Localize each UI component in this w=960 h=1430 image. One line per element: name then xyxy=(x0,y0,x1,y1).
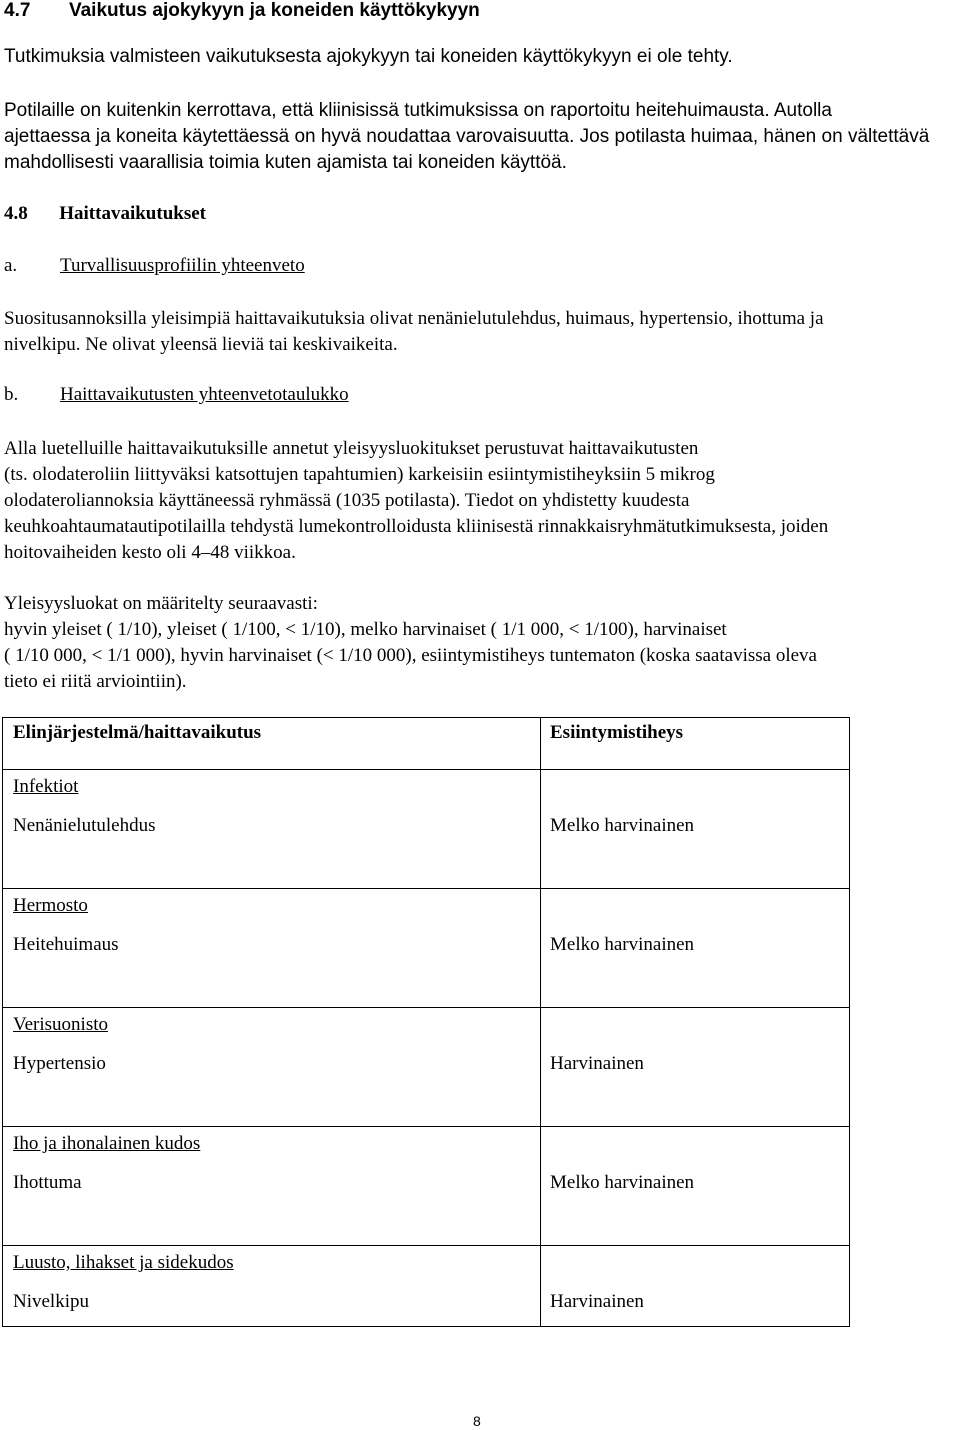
table-frequency-value: Melko harvinainen xyxy=(550,815,695,836)
frequency-definitions xyxy=(4,591,817,695)
section-4-8-number: 4.8 xyxy=(4,203,28,224)
para-b-line: hoitovaiheiden kesto oli 4–48 viikkoa. xyxy=(4,542,296,563)
freq-line: Yleisyysluokat on määritelty seuraavasti: xyxy=(4,593,318,614)
page-number: 8 xyxy=(473,1413,481,1429)
para2-line: ajettaessa ja koneita käytettäessä on hyvä noudattaa varovaisuutta. Jos potilasta huimaa, hänen on vältettävä xyxy=(4,126,930,147)
row-divider xyxy=(3,1126,849,1127)
column-divider xyxy=(540,718,541,1326)
table-organ-class: Infektiot xyxy=(13,776,79,797)
section-4-7-para1: Tutkimuksia valmisteen vaikutuksesta ajokykyyn tai koneiden käyttökykyyn ei ole tehty. xyxy=(4,46,733,67)
para-b-line: olodateroliannoksia käyttäneessä ryhmässä (1035 potilasta). Tiedot on yhdistetty kuudesta xyxy=(4,490,690,511)
section-4-7-para2 xyxy=(4,98,929,176)
row-divider xyxy=(3,888,849,889)
subsection-b-heading xyxy=(4,384,18,406)
table-frequency-value: Harvinainen xyxy=(550,1291,644,1312)
table-header-organ-class: Elinjärjestelmä/haittavaikutus xyxy=(13,722,262,743)
para-b-line: keuhkoahtaumatautipotilailla tehdystä lumekontrolloidusta kliinisestä rinnakkaisryhmätutkimuksesta, joiden xyxy=(4,516,829,537)
table-organ-class: Verisuonisto xyxy=(13,1014,108,1035)
subsection-a-title: Turvallisuusprofiilin yhteenveto xyxy=(60,255,305,276)
para2-line: mahdollisesti vaarallisia toimia kuten ajamista tai koneiden käyttöä. xyxy=(4,152,567,173)
table-adverse-effect: Nivelkipu xyxy=(13,1291,89,1312)
para-b-line: (ts. olodateroliin liittyväksi katsottujen tapahtumien) karkeisiin esiintymistiheyksiin 5 mikrog xyxy=(4,464,715,485)
table-adverse-effect: Heitehuimaus xyxy=(13,934,119,955)
table-header-frequency: Esiintymistiheys xyxy=(550,722,684,743)
row-divider xyxy=(3,1007,849,1008)
table-organ-class: Luusto, lihakset ja sidekudos xyxy=(13,1252,234,1273)
section-4-8-title: Haittavaikutukset xyxy=(59,203,206,224)
para-a-line: nivelkipu. Ne olivat yleensä lieviä tai keskivaikeita. xyxy=(4,334,398,355)
section-4-7-title: Vaikutus ajokykyyn ja koneiden käyttökykyyn xyxy=(68,0,480,21)
subsection-a-heading xyxy=(4,255,17,277)
table-frequency-value: Melko harvinainen xyxy=(550,1172,695,1193)
para-b-line: Alla luetelluille haittavaikutuksille annetut yleisyysluokitukset perustuvat haittavaikutusten xyxy=(4,438,699,459)
table-adverse-effect: Nenänielutulehdus xyxy=(13,815,156,836)
para2-line: Potilaille on kuitenkin kerrottava, että kliinisissä tutkimuksissa on raportoitu heitehuimausta. Autolla xyxy=(4,100,832,121)
freq-line: ( 1/10 000, < 1/1 000), hyvin harvinaiset (< 1/10 000), esiintymistiheys tuntematon (koska saatavissa oleva xyxy=(4,645,817,666)
row-divider xyxy=(3,769,849,770)
subsection-b-letter: b. xyxy=(4,384,19,405)
section-4-8-heading xyxy=(4,203,206,225)
subsection-a-letter: a. xyxy=(4,255,18,276)
para-a-line: Suositusannoksilla yleisimpiä haittavaikutuksia olivat nenänielutulehdus, huimaus, hypertensio, ihottuma ja xyxy=(4,308,824,329)
table-frequency-value: Melko harvinainen xyxy=(550,934,695,955)
table-organ-class: Hermosto xyxy=(13,895,88,916)
adverse-reactions-table xyxy=(2,717,850,1327)
freq-line: tieto ei riitä arviointiin). xyxy=(4,671,187,692)
subsection-b-para xyxy=(4,436,828,566)
section-4-7-heading xyxy=(4,0,480,22)
subsection-a-para xyxy=(4,306,824,358)
table-organ-class: Iho ja ihonalainen kudos xyxy=(13,1133,201,1154)
row-divider xyxy=(3,1245,849,1246)
table-frequency-value: Harvinainen xyxy=(550,1053,644,1074)
freq-line: hyvin yleiset ( 1/10), yleiset ( 1/100, < 1/10), melko harvinaiset ( 1/1 000, < 1/100), harvinaiset xyxy=(4,619,727,640)
table-adverse-effect: Ihottuma xyxy=(13,1172,82,1193)
section-4-7-number: 4.7 xyxy=(4,0,31,21)
table-adverse-effect: Hypertensio xyxy=(13,1053,106,1074)
subsection-b-title: Haittavaikutusten yhteenvetotaulukko xyxy=(60,384,349,405)
